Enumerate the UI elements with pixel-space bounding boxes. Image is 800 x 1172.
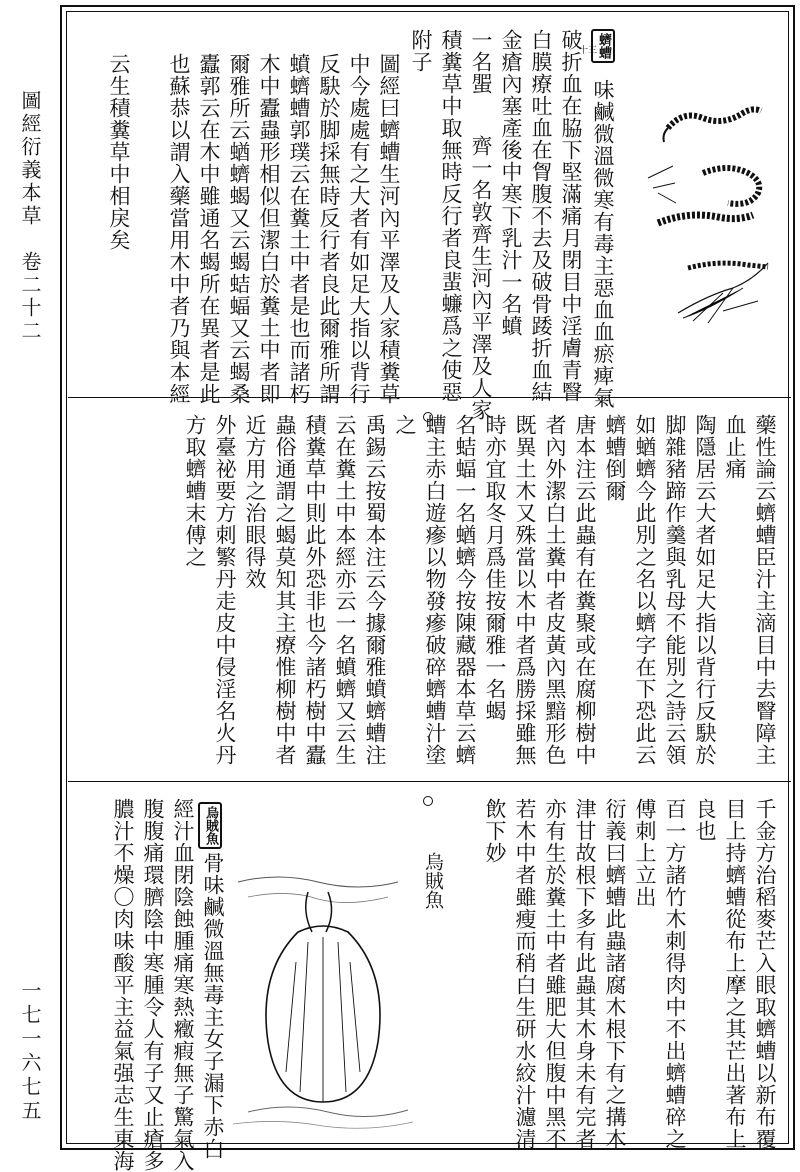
col-p2-5: 如蝤蠐今此別之名以蠐字在下恐此云 <box>633 414 657 766</box>
col-p1-1: 味鹹微溫微寒有毒主惡血血瘀痺氣 <box>591 79 615 409</box>
col-p2-14: 禹錫云按蜀本注云今據爾雅蟦蠐螬注 <box>363 414 387 766</box>
col-p3-2: 目上持蠐螬從布上摩之其芒出著布上 <box>723 798 747 1150</box>
col-p1-8: 附子 <box>409 29 433 73</box>
col-p1-16: 也蘇恭以謂入藥當用木中者乃與本經 <box>167 53 191 405</box>
col-p2-2: 血止痛 <box>723 414 747 480</box>
col-p3-6: 衍義曰蠐螬此蟲諸腐木根下有之搆木 <box>603 798 627 1150</box>
col-p1-5: 一名蜰 <box>469 29 493 95</box>
col-p3-7: 津甘故根下多有此蟲其木身未有完者 <box>573 798 597 1150</box>
panel-bottom <box>68 781 791 1172</box>
col-p1-4: 金瘡內塞產後中寒下乳汁一名蟦 <box>499 29 523 337</box>
col-p3-l4: 膿汁不燥〇肉味酸平主益氣强志生東海 <box>111 798 135 1172</box>
col-p1-12: 蟦蠐螬郭璞云在糞土中者是也而諸朽 <box>287 53 311 405</box>
col-p3-l2: 經汁血閉陰蝕腫痛寒熱癥瘕無子驚氣入 <box>171 798 195 1172</box>
col-p2-6: 蠐螬倒爾 <box>603 414 627 502</box>
col-p2-7: 唐本注云此蟲有在糞聚或在腐柳樹中 <box>573 414 597 766</box>
col-p2-12: 螬主赤白遊瘮以物發瘮破碎蠐螬汁塗 <box>423 414 447 766</box>
grub-illustration <box>628 83 778 333</box>
col-p3-5: 傅刺上立出 <box>633 798 657 908</box>
col-p2-19: 外臺祕要方刺繁丹走皮中侵淫名火丹 <box>213 414 237 766</box>
annotation-small: 十三 <box>579 46 598 56</box>
col-p1-11: 反駃於脚採無時反行者良此爾雅所謂 <box>317 53 341 405</box>
section-circle-marker <box>423 796 433 806</box>
col-p2-17: 蟲俗通謂之蝎莫知其主療惟柳樹中者 <box>273 414 297 766</box>
illustration-caption: 烏賊魚 <box>422 852 444 909</box>
col-p1-17: 云生積糞草中相戾矣 <box>107 53 131 251</box>
entry-seal-grub: 蠐螬 <box>591 29 615 63</box>
col-p2-10: 時亦宜取冬月爲佳按爾雅一名蝎 <box>483 414 507 722</box>
col-p2-13: 之 <box>393 414 417 436</box>
panel-middle <box>68 397 791 778</box>
col-p2-9: 既異土木又殊當以木中者爲勝採雖無 <box>513 414 537 766</box>
cuttlefish-illustration <box>228 862 418 1132</box>
col-p3-l1: 骨味鹹微溫無毒主女子漏下赤白 <box>201 852 225 1160</box>
col-p3-4: 百一方諸竹木刺得肉中不出蠐螬碎之 <box>663 798 687 1150</box>
col-p2-3: 陶隱居云大者如足大指以背行反駃於 <box>693 414 717 766</box>
col-p3-8: 亦有生於糞土中者雖肥大但腹中黑不 <box>543 798 567 1150</box>
col-p1-3: 白膜療吐血在胷腹不去及破骨踒折血結 <box>529 29 553 403</box>
col-p1-14: 爾雅所云蝤蠐蝎又云蝎蛣蝠又云蝎桑 <box>227 53 251 405</box>
book-title: 圖經衍義本草 卷二十二 <box>18 90 42 343</box>
folio-number: 一七一六七五 <box>18 980 42 1124</box>
page-margin <box>10 30 46 1130</box>
col-p1-9: 圖經曰蠐螬生河內平澤及人家積糞草 <box>377 53 401 405</box>
col-p2-18: 近方用之治眼得效 <box>243 414 267 590</box>
col-p2-1: 藥性論云蠐螬臣汁主滴目中去瞖障主 <box>753 414 777 766</box>
col-p1-6: 齊一名敦齊生河內平澤及人家 <box>469 135 493 421</box>
col-p1-7: 積糞草中取無時反行者良蜚蠊爲之使惡 <box>439 29 463 403</box>
col-p1-10: 中今處處有之大者有如足大指以背行 <box>347 53 371 405</box>
entry-seal-cuttlefish: 烏賊魚 <box>198 802 222 849</box>
col-p1-13: 木中蠹蟲形相似但潔白於糞土中者即 <box>257 53 281 405</box>
page-frame <box>60 5 795 1172</box>
col-p1-15: 蠹郭云在木中雖通名蝎所在異者是此 <box>197 53 221 405</box>
col-p2-20: 方取蠐螬末傅之 <box>183 414 207 568</box>
col-p3-10: 飲下妙 <box>483 798 507 864</box>
col-p2-15: 云在糞土中本經亦云一名蟦蠐又云生 <box>333 414 357 766</box>
col-p3-3: 良也 <box>693 798 717 842</box>
col-p2-11: 名蛣蝠一名蝤蠐今按陳藏器本草云蠐 <box>453 414 477 766</box>
panel-top <box>68 13 791 421</box>
col-p3-1: 千金方治稻麥芒入眼取蠐螬以新布覆 <box>753 798 777 1150</box>
col-p2-16: 積糞草中則此外恐非也今諸朽樹中蠹 <box>303 414 327 766</box>
col-p2-8: 者內外潔白土糞中者皮黃內黑黯形色 <box>543 414 567 766</box>
col-p3-9: 若木中者雖瘦而稍白生研水絞汁濾清 <box>513 798 537 1150</box>
col-p3-l3: 腹腹痛環臍陰中寒腫令人有子又止瘡多 <box>141 798 165 1172</box>
col-p1-2: 破折血在脇下堅滿痛月閉目中淫膚青瞖 <box>559 29 583 403</box>
col-p2-4: 脚雜豬蹄作羹與乳母不能別之詩云領 <box>663 414 687 766</box>
